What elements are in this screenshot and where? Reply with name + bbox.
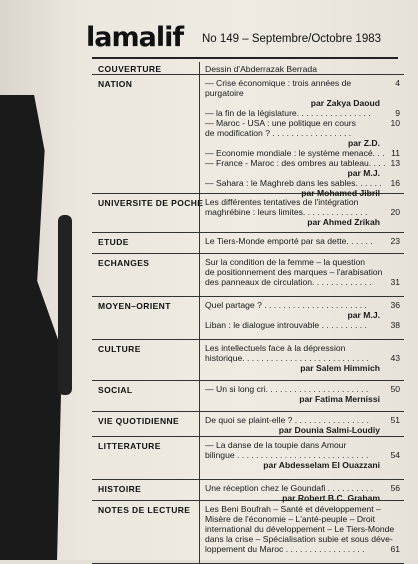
section-label: SOCIAL — [98, 385, 133, 395]
entry-text: international du développement – Le Tiers-Monde — [205, 524, 395, 534]
section-label: CULTURE — [98, 344, 141, 354]
section-label: NATION — [98, 79, 133, 89]
toc-section — [92, 412, 404, 437]
entry-text: — Un si long cri. . . . . . . . . . . . . . . . . . . . . . — [205, 384, 369, 394]
entry-text: dans la crise – Spécialisation subie et sous déve- — [205, 534, 393, 544]
entry-text: — France - Maroc : des ombres au tableau. . . . — [205, 158, 386, 168]
entry-page-number: 50 — [390, 384, 400, 394]
entry-author: par Ahmed Zrikah — [307, 217, 380, 227]
entry-text: des panneaux de circulation. . . . . . . . . . . . . — [205, 277, 372, 287]
entry-page-number: 56 — [390, 483, 400, 493]
entry-text: loppement du Maroc . . . . . . . . . . . . . . . . . — [205, 544, 365, 554]
toc-section — [92, 381, 404, 412]
toc-section — [92, 480, 404, 501]
toc-section — [92, 75, 404, 198]
entry-author: par Robert B.C. Graham — [282, 493, 380, 503]
entry-text: Dessin d'Abderrazak Berrada — [205, 64, 317, 74]
section-label: COUVERTURE — [98, 64, 162, 74]
entry-text: Une réception chez le Goundafi . . . . . . . . . . — [205, 483, 374, 493]
section-entries — [199, 233, 404, 253]
section-label: ECHANGES — [98, 258, 150, 268]
background-ink-shape — [0, 95, 62, 560]
issue-info: No 149 – Septembre/Octobre 1983 — [202, 33, 382, 45]
entry-page-number: 36 — [390, 300, 400, 310]
entry-text: Misère de l'économie – L'anté-peuple – Droit — [205, 514, 375, 524]
entry-text: de modification ? . . . . . . . . . . . . . . . . . — [205, 128, 352, 138]
entry-page-number: 10 — [390, 118, 400, 128]
entry-author: par Salem Himmich — [300, 363, 380, 373]
entry-author: par M.J. — [347, 168, 380, 178]
section-label: NOTES DE LECTURE — [98, 505, 191, 515]
entry-page-number: 20 — [390, 207, 400, 217]
entry-author: par Fatima Mernissi — [299, 394, 380, 404]
entry-page-number: 11 — [391, 148, 400, 158]
section-label: ETUDE — [98, 237, 129, 247]
entry-text: Le Tiers-Monde emporté par sa dette. . . . . . — [205, 236, 373, 246]
entry-author: par Zakya Daoud — [310, 98, 380, 108]
entry-page-number: 43 — [390, 353, 400, 363]
section-entries — [199, 297, 404, 339]
entry-text: — Sahara : le Maghreb dans les sables. . . . . . — [205, 178, 382, 188]
entry-text: — Economie mondiale : le système menacé. . . — [205, 148, 385, 158]
section-entries — [199, 381, 404, 411]
entry-author: par M.J. — [347, 310, 380, 320]
entry-page-number: 13 — [390, 158, 400, 168]
entry-page-number: 9 — [395, 108, 400, 118]
entry-author: par Dounia Salmi-Loudiy — [278, 425, 380, 435]
masthead — [86, 22, 396, 52]
toc-section — [92, 297, 404, 340]
entry-page-number: 38 — [390, 320, 400, 330]
table-of-contents — [92, 62, 404, 564]
entry-text: — Maroc - USA : une politique en cours — [205, 118, 356, 128]
entry-author: par Z.D. — [348, 138, 380, 148]
entry-page-number: 54 — [390, 450, 400, 460]
section-entries — [199, 412, 404, 436]
entry-page-number: 4 — [395, 78, 400, 88]
section-entries — [199, 75, 404, 198]
section-entries — [199, 501, 404, 563]
toc-section — [92, 501, 404, 564]
section-entries — [199, 194, 404, 232]
entry-text: Quel partage ? . . . . . . . . . . . . . . . . . . . . . . — [205, 300, 367, 310]
entry-text: Sur la condition de la femme – la question — [205, 257, 366, 267]
entry-text: purgatoire — [205, 88, 244, 98]
entry-author: par Abdesselam El Ouazzani — [263, 460, 380, 470]
entry-text: Les différentes tentatives de l'intégration — [205, 197, 359, 207]
toc-section — [92, 62, 404, 75]
entry-page-number: 31 — [390, 277, 400, 287]
entry-text: Les Beni Boufrah – Santé et développement – — [205, 504, 381, 514]
section-entries — [199, 437, 404, 479]
section-entries — [199, 340, 404, 380]
section-label: UNIVERSITE DE POCHE — [98, 198, 204, 208]
section-label: LITTERATURE — [98, 441, 161, 451]
entry-page-number: 16 — [390, 178, 400, 188]
entry-text: — la fin de la législature. . . . . . . . . . . . . . . . — [205, 108, 371, 118]
section-label: VIE QUOTIDIENNE — [98, 416, 180, 426]
entry-page-number: 23 — [390, 236, 400, 246]
toc-section — [92, 233, 404, 254]
section-entries — [199, 480, 404, 503]
entry-text: De quoi se plaint-elle ? . . . . . . . . . . . . . . . . — [205, 415, 369, 425]
entry-author: par Mohamed Jibril — [301, 188, 380, 198]
entry-text: Liban : le dialogue introuvable . . . . . . . . . . — [205, 320, 367, 330]
entry-text: — Crise économique : trois années de — [205, 78, 352, 88]
section-entries — [199, 62, 404, 74]
entry-text: — La danse de la toupie dans Amour — [205, 440, 347, 450]
entry-page-number: 51 — [390, 415, 400, 425]
toc-section — [92, 194, 404, 233]
section-entries — [199, 254, 404, 296]
entry-text: maghrébine : leurs limites. . . . . . . . . . . . . . — [205, 207, 368, 217]
toc-section — [92, 437, 404, 480]
magazine-logo: lamalif — [86, 22, 184, 53]
entry-text: bilingue . . . . . . . . . . . . . . . . . . . . . . . . . . . . — [205, 450, 369, 460]
entry-page-number: 61 — [390, 544, 400, 554]
entry-text: Les intellectuels face à la dépression — [205, 343, 346, 353]
entry-text: historique. . . . . . . . . . . . . . . . . . . . . . . . . . . — [205, 353, 369, 363]
toc-section — [92, 340, 404, 381]
section-label: MOYEN–ORIENT — [98, 301, 171, 311]
top-rule — [92, 57, 398, 59]
toc-section — [92, 254, 404, 297]
entry-text: de positionnement des marques – l'arabisation — [205, 267, 383, 277]
background-ink-stroke — [58, 215, 72, 395]
section-label: HISTOIRE — [98, 484, 142, 494]
